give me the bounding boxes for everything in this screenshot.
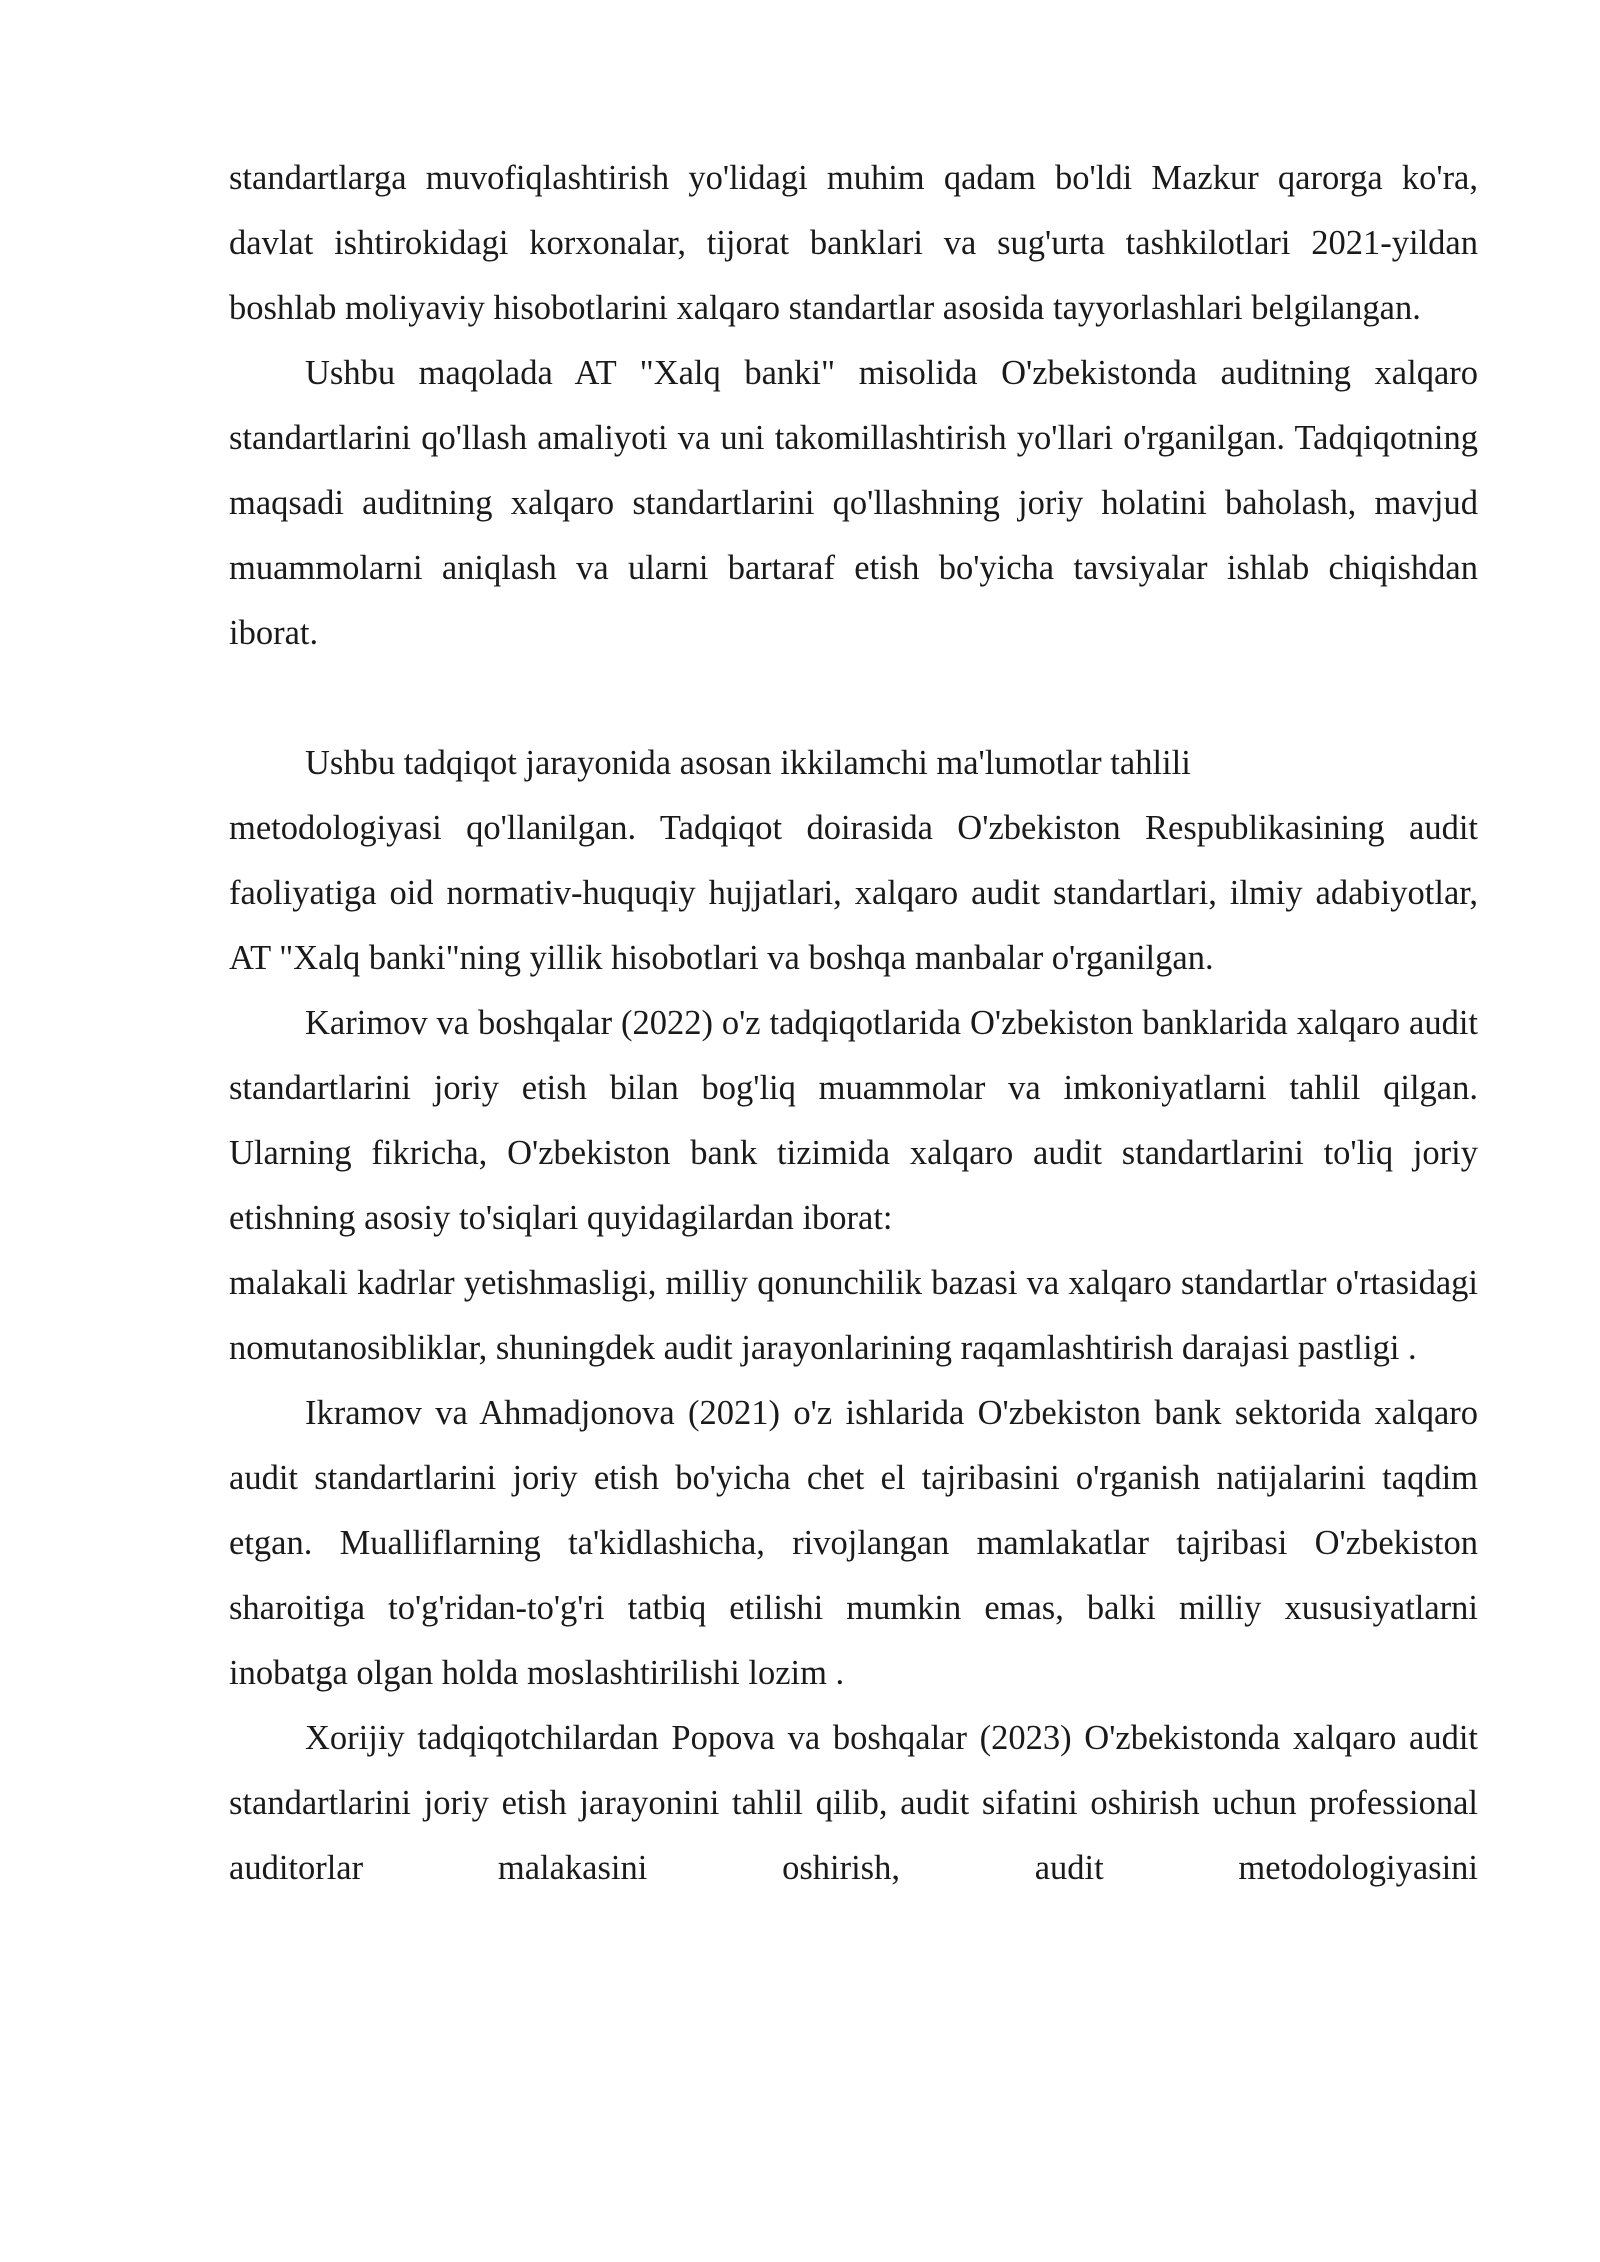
paragraph-gap [229,666,1478,731]
paragraph-ikramov: Ikramov va Ahmadjonova (2021) o'z ishlarida O'zbekiston bank sektorida xalqaro audit standartlarini joriy etish bo'yicha chet el tajribasini o'rganish natijalarini taqdim etgan. Mualliflarning ta'kidlashicha, rivojlangan mamlakatlar tajribasi O'zbekiston sharoitiga to'g'ridan-to'g'ri tatbiq etilishi mumkin emas, balki milliy xususiyatlarni inobatga olgan holda moslashtirilishi lozim . [229,1394,1478,1692]
paragraph-article-aim: Ushbu maqolada AT "Xalq banki" misolida O'zbekistonda auditning xalqaro standartlarini qo'llash amaliyoti va uni takomillashtirish yo'llari o'rganilgan. Tadqiqotning maqsadi auditning xalqaro standartlarini qo'llashning joriy holatini baholash, mavjud muammolarni aniqlash va ularni bartaraf etish bo'yicha tavsiyalar ishlab chiqishdan iborat. [229,354,1478,652]
paragraph-obstacles: malakali kadrlar yetishmasligi, milliy qonunchilik bazasi va xalqaro standartlar o'rtasidagi nomutanosibliklar, shuningdek audit jarayonlarining raqamlashtirish darajasi pastligi . [229,1264,1478,1367]
paragraph-popova: Xorijiy tadqiqotchilardan Popova va boshqalar (2023) O'zbekistonda xalqaro audit standartlarini joriy etish jarayonini tahlil qilib, audit sifatini oshirish uchun professional auditorlar malakasini oshirish, audit metodologiyasini [229,1719,1478,1887]
paragraph-karimov: Karimov va boshqalar (2022) o'z tadqiqotlarida O'zbekiston banklarida xalqaro audit standartlarini joriy etish bilan bog'liq muammolar va imkoniyatlarni tahlil qilgan. Ularning fikricha, O'zbekiston bank tizimida xalqaro audit standartlarini to'liq joriy etishning asosiy to'siqlari quyidagilardan iborat: [229,1004,1478,1237]
document-body [229,146,1478,1901]
paragraph-continuation: standartlarga muvofiqlashtirish yo'lidagi muhim qadam bo'ldi Mazkur qarorga ko'ra, davlat ishtirokidagi korxonalar, tijorat banklari va sug'urta tashkilotlari 2021-yildan boshlab moliyaviy hisobotlarini xalqaro standartlar asosida tayyorlashlari belgilangan. [229,159,1478,327]
paragraph-methodology: metodologiyasi qo'llanilgan. Tadqiqot doirasida O'zbekiston Respublikasining audit faoliyatiga oid normativ-huquqiy hujjatlari, xalqaro audit standartlari, ilmiy adabiyotlar, AT "Xalq banki"ning yillik hisobotlari va boshqa manbalar o'rganilgan. [229,809,1478,977]
paragraph-methodology-first-line: Ushbu tadqiqot jarayonida asosan ikkilamchi ma'lumotlar tahlili [305,744,1191,782]
